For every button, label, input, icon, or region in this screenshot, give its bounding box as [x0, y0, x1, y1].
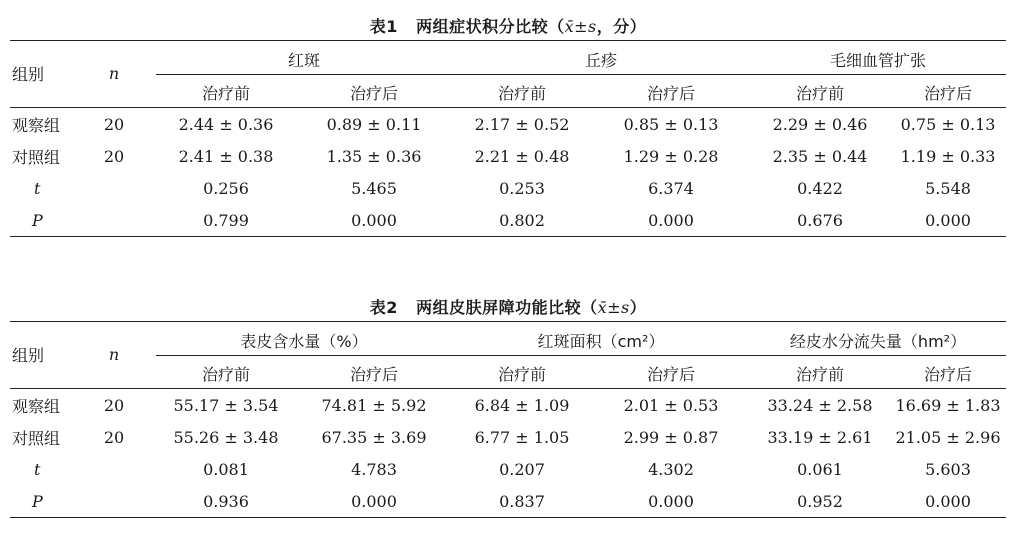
header-after: 治疗后 — [923, 364, 972, 384]
cell-value: 0.061 — [797, 459, 843, 479]
cell-value: 0.081 — [203, 459, 249, 479]
cell-value: 5.548 — [925, 178, 971, 198]
cell-value: 33.19 ± 2.61 — [767, 427, 873, 447]
header-before: 治疗前 — [201, 364, 250, 384]
cell-value: 0.89 ± 0.11 — [326, 114, 422, 134]
header-n: n — [108, 344, 120, 364]
header-before: 治疗前 — [497, 364, 546, 384]
cell-value: 1.19 ± 0.33 — [900, 146, 996, 166]
cell-value: 0.000 — [648, 210, 694, 230]
cell-value: 0.802 — [499, 210, 545, 230]
table-2-caption — [10, 295, 1006, 321]
cell-value: 0.000 — [351, 210, 397, 230]
table-2 — [10, 295, 1006, 518]
cell-value: 74.81 ± 5.92 — [321, 395, 427, 415]
table-row — [10, 389, 1006, 422]
table-2-grid — [10, 321, 1006, 518]
cell-value: 0.253 — [499, 178, 545, 198]
header-after: 治疗后 — [350, 83, 399, 103]
row-n: 20 — [103, 114, 125, 134]
cell-value: 0.952 — [797, 491, 843, 511]
header-after: 治疗后 — [349, 364, 398, 384]
header-skin-moisture: 表皮含水量（%） — [156, 322, 452, 359]
header-telangiectasia: 毛细血管扩张 — [750, 41, 1006, 78]
cell-value: 0.799 — [203, 210, 249, 230]
table-row — [10, 140, 1006, 172]
table-row — [10, 453, 1006, 485]
row-label: 观察组 — [12, 396, 61, 416]
row-n — [72, 485, 156, 518]
header-before: 治疗前 — [498, 83, 547, 103]
row-label: t — [34, 459, 41, 479]
cell-value: 2.01 ± 0.53 — [623, 395, 719, 415]
header-tewl: 经皮水分流失量（hm²） — [750, 322, 1006, 359]
cell-value: 1.29 ± 0.28 — [623, 146, 719, 166]
cell-value: 4.783 — [351, 459, 397, 479]
cell-value: 5.465 — [351, 178, 397, 198]
row-label: 观察组 — [12, 115, 61, 135]
table-1-caption-text: 两组症状积分比较（ — [416, 17, 565, 36]
cell-value: 67.35 ± 3.69 — [321, 427, 427, 447]
table-row — [10, 172, 1006, 204]
table-1-caption-label: 表1 — [369, 17, 398, 36]
header-after: 治疗后 — [924, 83, 973, 103]
cell-value: 2.29 ± 0.46 — [772, 114, 868, 134]
table-row — [10, 421, 1006, 453]
cell-value: 4.302 — [648, 459, 694, 479]
row-n — [72, 172, 156, 204]
table-1-caption-tail: ，分） — [596, 17, 647, 36]
header-n: n — [108, 63, 120, 83]
table-1 — [10, 14, 1006, 237]
header-before: 治疗前 — [796, 83, 845, 103]
cell-value: 0.000 — [648, 491, 694, 511]
cell-value: 1.35 ± 0.36 — [326, 146, 422, 166]
row-label: 对照组 — [12, 428, 61, 448]
row-label: t — [34, 178, 41, 198]
header-group: 组别 — [12, 345, 45, 365]
cell-value: 2.17 ± 0.52 — [474, 114, 570, 134]
cell-value: 0.207 — [499, 459, 545, 479]
table-1-caption-symbol: x̄±s — [564, 17, 597, 36]
row-n — [72, 453, 156, 485]
header-before: 治疗前 — [795, 364, 844, 384]
cell-value: 0.676 — [797, 210, 843, 230]
header-papule: 丘疹 — [452, 41, 750, 78]
table-2-caption-symbol: x̄±s — [597, 298, 630, 317]
row-n: 20 — [103, 395, 125, 415]
row-n — [72, 204, 156, 237]
cell-value: 2.44 ± 0.36 — [178, 114, 274, 134]
table-2-caption-text: 两组皮肤屏障功能比较（ — [416, 298, 598, 317]
cell-value: 0.85 ± 0.13 — [623, 114, 719, 134]
row-label: P — [32, 491, 43, 511]
table-row — [10, 485, 1006, 518]
cell-value: 6.77 ± 1.05 — [474, 427, 570, 447]
table-row — [10, 204, 1006, 237]
cell-value: 55.17 ± 3.54 — [173, 395, 279, 415]
header-after: 治疗后 — [647, 83, 696, 103]
cell-value: 0.837 — [499, 491, 545, 511]
cell-value: 0.422 — [797, 178, 843, 198]
cell-value: 16.69 ± 1.83 — [895, 395, 1001, 415]
cell-value: 0.000 — [925, 491, 971, 511]
table-2-caption-tail: ） — [629, 298, 647, 317]
header-after: 治疗后 — [646, 364, 695, 384]
header-before: 治疗前 — [201, 83, 250, 103]
header-group: 组别 — [12, 64, 45, 84]
cell-value: 2.35 ± 0.44 — [772, 146, 868, 166]
cell-value: 2.21 ± 0.48 — [474, 146, 570, 166]
cell-value: 21.05 ± 2.96 — [895, 427, 1001, 447]
cell-value: 0.256 — [203, 178, 249, 198]
table-row — [10, 108, 1006, 141]
row-label: P — [32, 210, 43, 230]
table-2-caption-label: 表2 — [369, 298, 398, 317]
cell-value: 33.24 ± 2.58 — [767, 395, 873, 415]
row-n: 20 — [103, 427, 125, 447]
cell-value: 2.41 ± 0.38 — [178, 146, 274, 166]
cell-value: 55.26 ± 3.48 — [173, 427, 279, 447]
cell-value: 6.84 ± 1.09 — [474, 395, 570, 415]
cell-value: 0.000 — [925, 210, 971, 230]
cell-value: 0.000 — [351, 491, 397, 511]
header-erythema-area: 红斑面积（cm²） — [452, 322, 750, 359]
header-erythema: 红斑 — [156, 41, 452, 78]
table-1-grid — [10, 40, 1006, 237]
row-n: 20 — [103, 146, 125, 166]
row-label: 对照组 — [12, 147, 61, 167]
cell-value: 0.75 ± 0.13 — [900, 114, 996, 134]
cell-value: 5.603 — [925, 459, 971, 479]
cell-value: 6.374 — [648, 178, 694, 198]
cell-value: 2.99 ± 0.87 — [623, 427, 719, 447]
cell-value: 0.936 — [203, 491, 249, 511]
table-1-caption — [10, 14, 1006, 40]
